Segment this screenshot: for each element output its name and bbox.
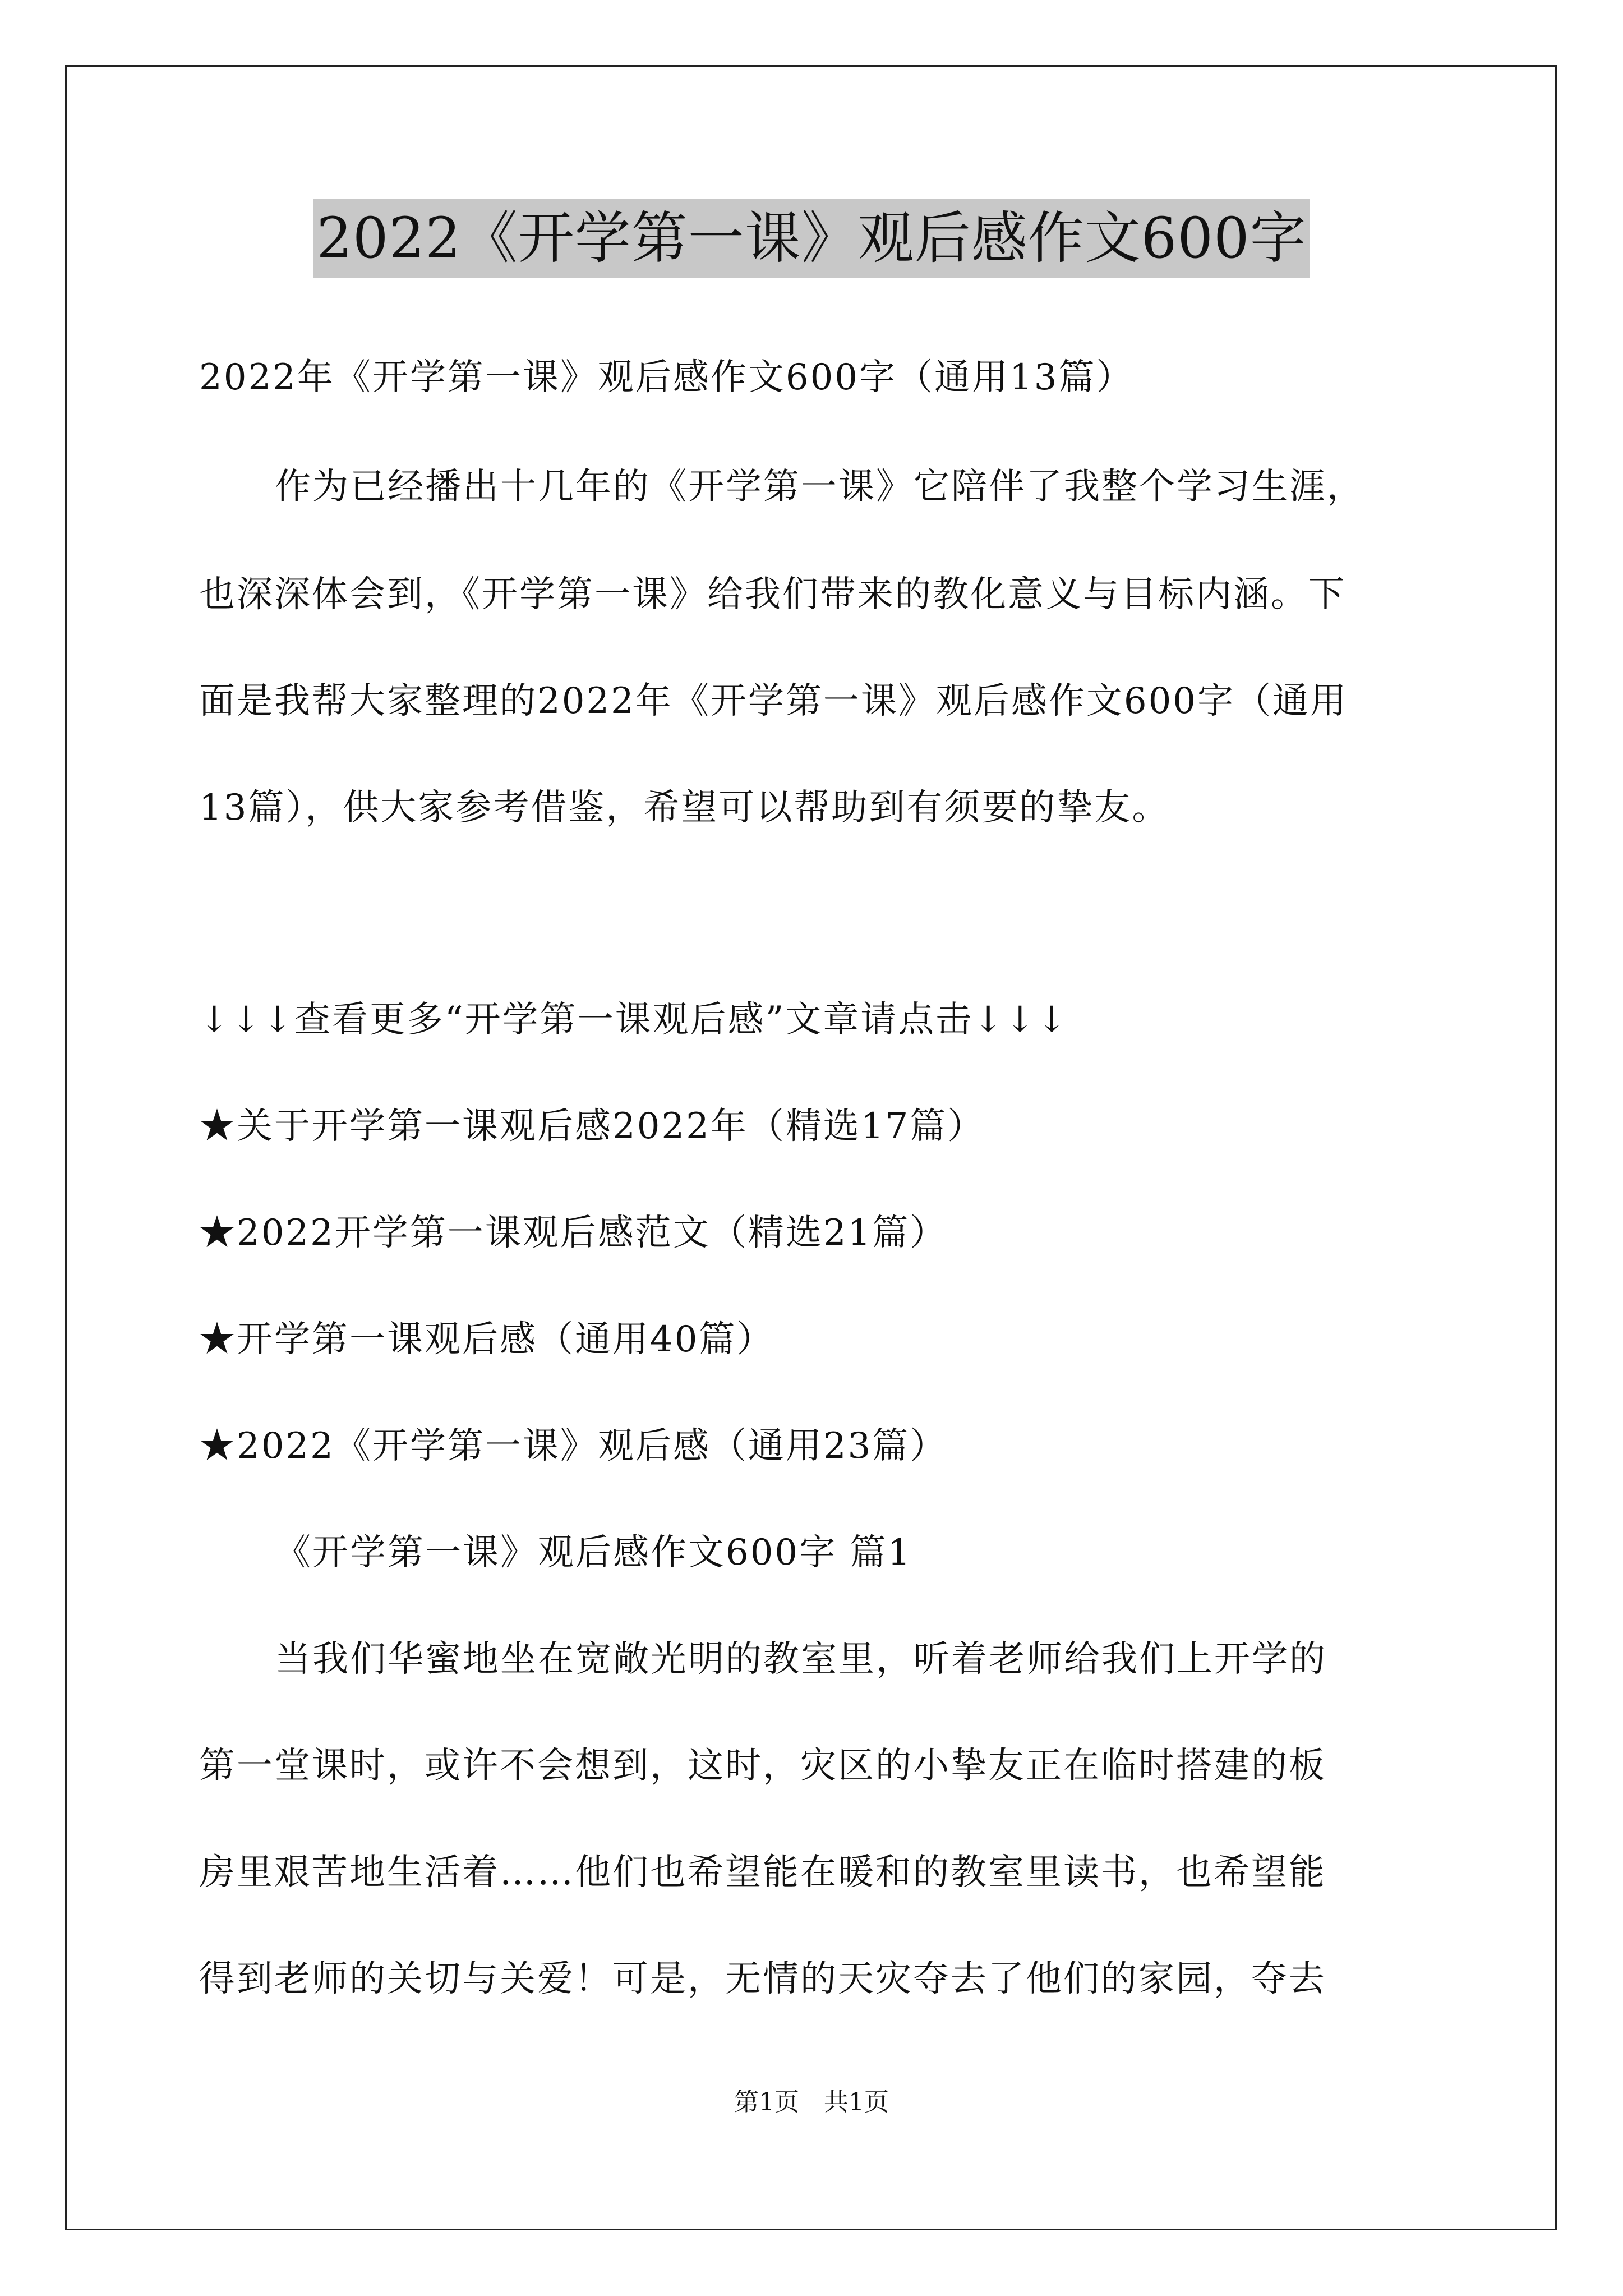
body-line: 当我们华蜜地坐在宽敞光明的教室里，听着老师给我们上开学的	[275, 1639, 1327, 1680]
intro-line: 面是我帮大家整理的2022年《开学第一课》观后感作文600字（通用	[199, 680, 1348, 722]
body-line: 房里艰苦地生活着……他们也希望能在暖和的教室里读书，也希望能	[199, 1852, 1326, 1893]
intro-line: 作为已经播出十几年的《开学第一课》它陪伴了我整个学习生涯，	[275, 466, 1364, 508]
intro-line: 13篇），供大家参考借鉴，希望可以帮助到有须要的挚友。	[199, 787, 1170, 829]
title-container	[0, 199, 1623, 278]
article-link[interactable]: ★开学第一课观后感（通用40篇）	[199, 1319, 774, 1360]
article-link[interactable]: ★关于开学第一课观后感2022年（精选17篇）	[199, 1106, 985, 1147]
document-title: 2022《开学第一课》观后感作文600字	[313, 199, 1310, 278]
intro-line: 也深深体会到，《开学第一课》给我们带来的教化意义与目标内涵。下	[199, 574, 1346, 615]
body-line: 第一堂课时，或许不会想到，这时，灾区的小挚友正在临时搭建的板	[199, 1745, 1326, 1787]
article-link[interactable]: ★2022开学第一课观后感范文（精选21篇）	[199, 1212, 948, 1254]
more-articles-prompt: ↓↓↓查看更多“开学第一课观后感”文章请点击↓↓↓	[199, 999, 1069, 1041]
section-heading: 《开学第一课》观后感作文600字 篇1	[275, 1532, 912, 1573]
body-line: 得到老师的关切与关爱！可是，无情的天灾夺去了他们的家园，夺去	[199, 1958, 1326, 2000]
article-link[interactable]: ★2022《开学第一课》观后感（通用23篇）	[199, 1425, 948, 1467]
page-footer: 第1页 共1页	[734, 2088, 889, 2116]
document-subtitle: 2022年《开学第一课》观后感作文600字（通用13篇）	[199, 357, 1134, 398]
